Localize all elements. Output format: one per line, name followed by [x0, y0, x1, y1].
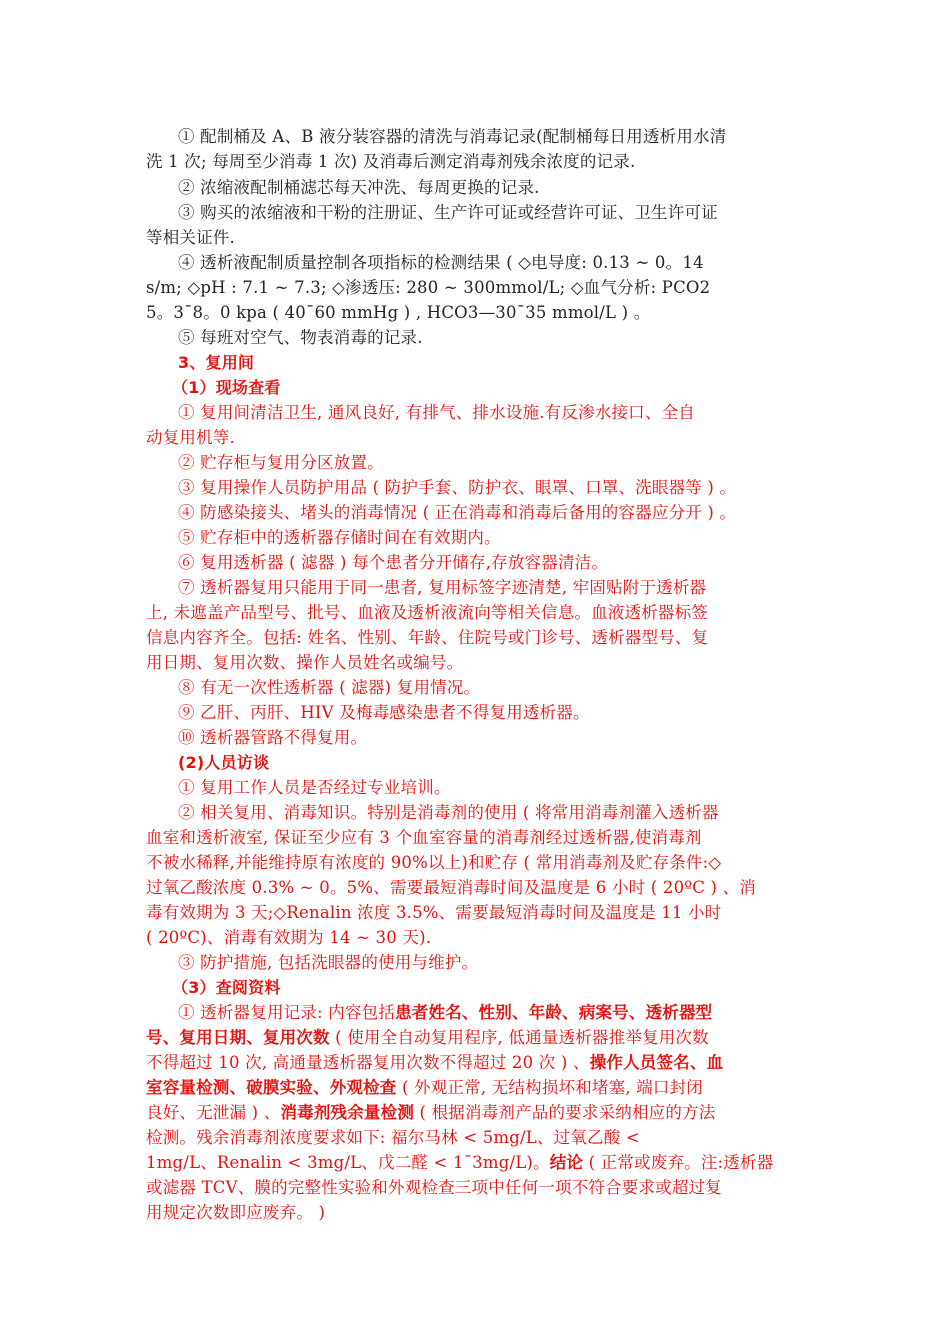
text-line: ④ 防感染接头、堵头的消毒情况 ( 正在消毒和消毒后备用的容器应分开 ) 。 — [178, 503, 737, 522]
text-line: ③ 防护措施, 包括洗眼器的使用与维护。 — [178, 953, 479, 972]
section-heading: 3、复用间 — [178, 353, 255, 372]
text-line: ③ 购买的浓缩液和干粉的注册证、生产许可证或经营许可证、卫生许可证 — [178, 203, 718, 222]
text-line: ⑦ 透析器复用只能用于同一患者, 复用标签字迹清楚, 牢固贴附于透析器 — [178, 578, 707, 597]
bold-run: 操作人员签名、血 — [589, 1053, 724, 1072]
text-run: ① 透析器复用记录: 内容包括 — [178, 1003, 396, 1022]
text-line: ⑤ 每班对空气、物表消毒的记录. — [178, 328, 423, 347]
bold-run: 号、复用日期、复用次数 — [146, 1028, 330, 1047]
text-line — [146, 1025, 826, 1050]
text-line: 过氧乙酸浓度 0.3% ~ 0。5%、需要最短消毒时间及温度是 6 小时 ( 20ºC ) 、消 — [146, 878, 756, 897]
bold-run: 室容量检测、破膜实验、外观检查 — [146, 1078, 397, 1097]
text-line: ⑥ 复用透析器 ( 滤器 ) 每个患者分开储存,存放容器清洁。 — [178, 553, 609, 572]
text-line: ① 配制桶及 A、B 液分装容器的清洗与消毒记录(配制桶每日用透析用水清 — [178, 127, 727, 146]
text-line: ⑩ 透析器管路不得复用。 — [178, 728, 368, 747]
text-line — [146, 1150, 826, 1175]
bold-run: 结论 — [549, 1153, 584, 1172]
text-run: 1mg/L、Renalin < 3mg/L、戊二醛 < 1¯3mg/L)。 — [146, 1153, 550, 1172]
subsection-heading: （1）现场查看 — [172, 378, 281, 397]
text-run: ( 正常或废弃。注:透析器 — [583, 1153, 774, 1172]
text-line: 动复用机等. — [146, 428, 235, 447]
text-line — [146, 1075, 826, 1100]
text-line: 洗 1 次; 每周至少消毒 1 次) 及消毒后测定消毒剂残余浓度的记录. — [146, 152, 636, 171]
text-line: 不被水稀释,并能维持原有浓度的 90%以上)和贮存 ( 常用消毒剂及贮存条件:◇ — [146, 853, 722, 872]
text-run: ( 使用全自动复用程序, 低通量透析器推举复用次数 — [329, 1028, 709, 1047]
text-line: 信息内容齐全。包括: 姓名、性别、年龄、住院号或门诊号、透析器型号、复 — [146, 628, 709, 647]
text-line — [178, 1000, 858, 1025]
text-line: 或滤器 TCV、膜的完整性实验和外观检查三项中任何一项不符合要求或超过复 — [146, 1178, 722, 1197]
text-line: ⑨ 乙肝、丙肝、HIV 及梅毒感染患者不得复用透析器。 — [178, 703, 590, 722]
bold-run: 患者姓名、性别、年龄、病案号、透析器型 — [395, 1003, 713, 1022]
text-line: ① 复用工作人员是否经过专业培训。 — [178, 778, 451, 797]
text-line: ⑧ 有无一次性透析器 ( 滤器) 复用情况。 — [178, 678, 481, 697]
subsection-heading: （3）查阅资料 — [172, 978, 281, 997]
text-line: 用规定次数即应废弃。 ) — [146, 1203, 326, 1222]
text-line: ① 复用间清洁卫生, 通风良好, 有排气、排水设施.有反渗水接口、全自 — [178, 403, 695, 422]
text-line: 毒有效期为 3 天;◇Renalin 浓度 3.5%、需要最短消毒时间及温度是 11 小时 — [146, 903, 722, 922]
text-line: ④ 透析液配制质量控制各项指标的检测结果 ( ◇电导度: 0.13 ~ 0。14 — [178, 253, 704, 272]
text-line — [146, 1050, 826, 1075]
text-line: ② 相关复用、消毒知识。特别是消毒剂的使用 ( 将常用消毒剂灌入透析器 — [178, 803, 719, 822]
text-line: 用日期、复用次数、操作人员姓名或编号。 — [146, 653, 464, 672]
text-line: 检测。残余消毒剂浓度要求如下: 福尔马林 < 5mg/L、过氧乙酸 < — [146, 1128, 640, 1147]
text-line — [146, 1100, 826, 1125]
text-run: 不得超过 10 次, 高通量透析器复用次数不得超过 20 次 ) 、 — [146, 1053, 590, 1072]
text-line: 血室和透析液室, 保证至少应有 3 个血室容量的消毒剂经过透析器,使消毒剂 — [146, 828, 702, 847]
text-line: s/m; ◇pH : 7.1 ~ 7.3; ◇渗透压: 280 ~ 300mmol/L; ◇血气分析: PCO2 — [146, 278, 711, 297]
text-line: 上, 未遮盖产品型号、批号、血液及透析液流向等相关信息。血液透析器标签 — [146, 603, 708, 622]
text-line: ⑤ 贮存柜中的透析器存储时间在有效期内。 — [178, 528, 501, 547]
bold-run: 消毒剂残余量检测 — [280, 1103, 415, 1122]
text-run: ( 外观正常, 无结构损坏和堵塞, 端口封闭 — [396, 1078, 704, 1097]
text-line: ② 贮存柜与复用分区放置。 — [178, 453, 384, 472]
text-line: ( 20ºC)、消毒有效期为 14 ~ 30 天). — [146, 928, 432, 947]
subsection-heading: (2)人员访谈 — [178, 753, 270, 772]
text-line: ② 浓缩液配制桶滤芯每天冲洗、每周更换的记录. — [178, 178, 540, 197]
text-line: 等相关证件. — [146, 228, 235, 247]
text-line: 5。3¯8。0 kpa ( 40¯60 mmHg ) , HCO3—30¯35 mmol/L ) 。 — [146, 303, 651, 322]
text-run: 良好、无泄漏 ) 、 — [146, 1103, 281, 1122]
text-run: ( 根据消毒剂产品的要求采纳相应的方法 — [414, 1103, 716, 1122]
text-line: ③ 复用操作人员防护用品 ( 防护手套、防护衣、眼罩、口罩、洗眼器等 ) 。 — [178, 478, 737, 497]
